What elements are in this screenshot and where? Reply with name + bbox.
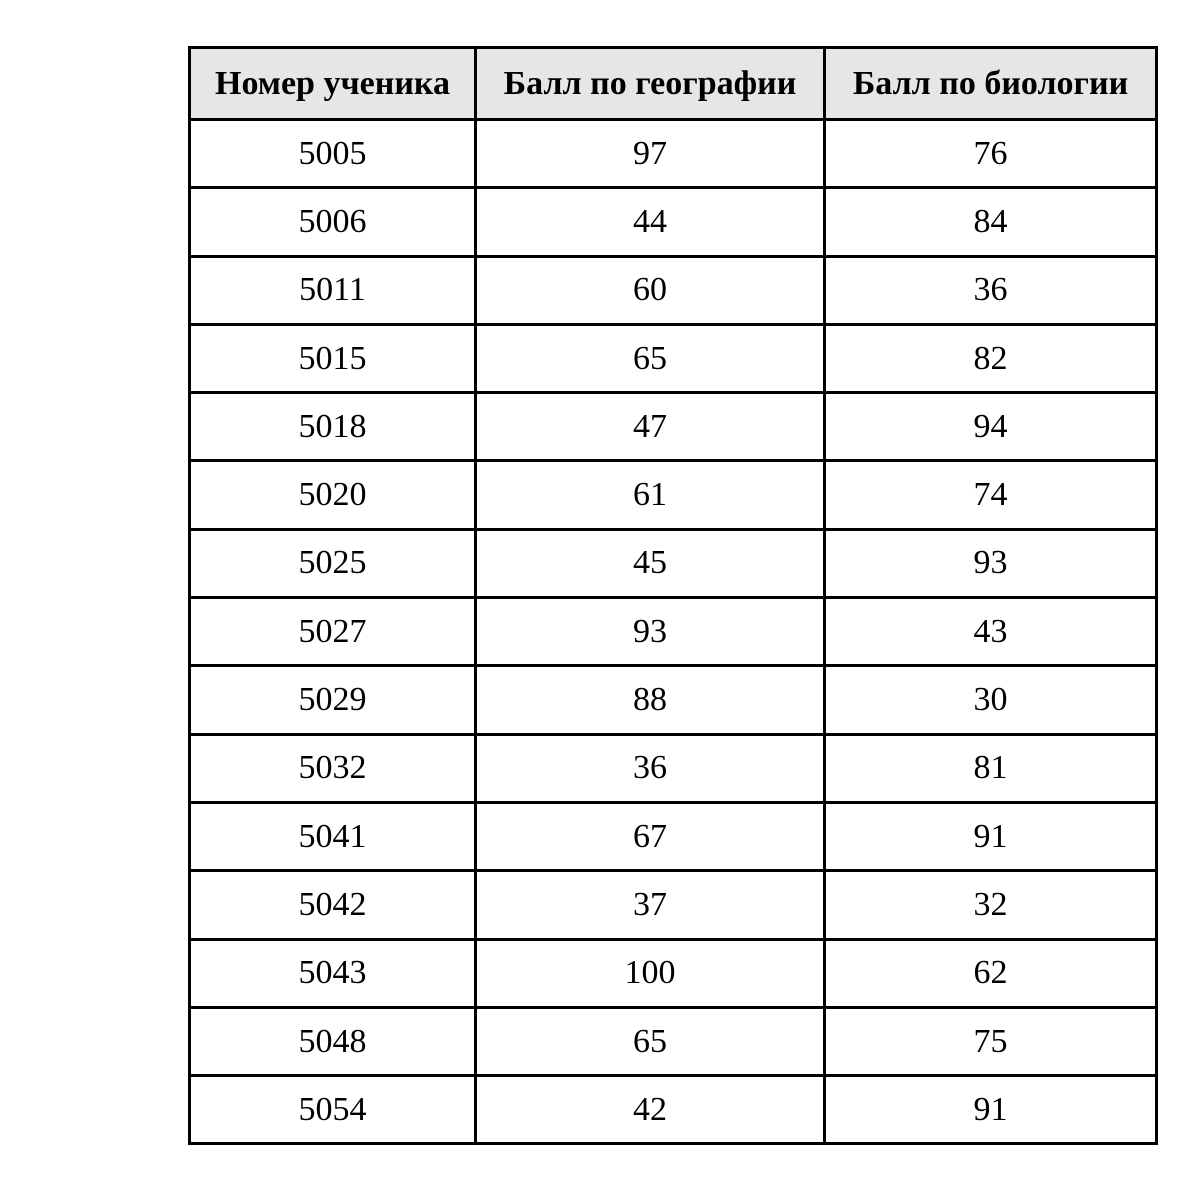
table-row <box>190 529 1157 597</box>
cell-biology-score: 91 <box>825 1076 1157 1144</box>
table-body <box>190 120 1157 1144</box>
table-row <box>190 256 1157 324</box>
cell-geography-score: 65 <box>476 324 825 392</box>
cell-biology-score: 76 <box>825 120 1157 188</box>
cell-biology-score: 93 <box>825 529 1157 597</box>
cell-geography-score: 97 <box>476 120 825 188</box>
cell-geography-score: 100 <box>476 939 825 1007</box>
table-row <box>190 1007 1157 1075</box>
cell-biology-score: 74 <box>825 461 1157 529</box>
cell-biology-score: 62 <box>825 939 1157 1007</box>
cell-geography-score: 67 <box>476 802 825 870</box>
cell-biology-score: 36 <box>825 256 1157 324</box>
cell-geography-score: 42 <box>476 1076 825 1144</box>
cell-student-number: 5029 <box>190 666 476 734</box>
cell-student-number: 5042 <box>190 871 476 939</box>
cell-biology-score: 30 <box>825 666 1157 734</box>
cell-biology-score: 82 <box>825 324 1157 392</box>
cell-biology-score: 94 <box>825 393 1157 461</box>
cell-student-number: 5032 <box>190 734 476 802</box>
cell-geography-score: 47 <box>476 393 825 461</box>
cell-student-number: 5043 <box>190 939 476 1007</box>
cell-student-number: 5005 <box>190 120 476 188</box>
table-row <box>190 393 1157 461</box>
cell-geography-score: 36 <box>476 734 825 802</box>
table-row <box>190 1076 1157 1144</box>
table-row <box>190 939 1157 1007</box>
table-row <box>190 598 1157 666</box>
cell-biology-score: 84 <box>825 188 1157 256</box>
header-student-number: Номер ученика <box>190 48 476 120</box>
cell-biology-score: 75 <box>825 1007 1157 1075</box>
table-row <box>190 734 1157 802</box>
cell-biology-score: 32 <box>825 871 1157 939</box>
header-biology-score: Балл по биологии <box>825 48 1157 120</box>
cell-geography-score: 61 <box>476 461 825 529</box>
table-header <box>190 48 1157 120</box>
cell-student-number: 5006 <box>190 188 476 256</box>
cell-biology-score: 91 <box>825 802 1157 870</box>
table-row <box>190 324 1157 392</box>
table-row <box>190 871 1157 939</box>
cell-geography-score: 44 <box>476 188 825 256</box>
cell-biology-score: 81 <box>825 734 1157 802</box>
table-row <box>190 666 1157 734</box>
cell-student-number: 5018 <box>190 393 476 461</box>
table-row <box>190 802 1157 870</box>
cell-geography-score: 60 <box>476 256 825 324</box>
cell-student-number: 5020 <box>190 461 476 529</box>
cell-geography-score: 65 <box>476 1007 825 1075</box>
cell-geography-score: 88 <box>476 666 825 734</box>
header-geography-score: Балл по географии <box>476 48 825 120</box>
cell-student-number: 5054 <box>190 1076 476 1144</box>
cell-student-number: 5025 <box>190 529 476 597</box>
cell-geography-score: 45 <box>476 529 825 597</box>
cell-student-number: 5015 <box>190 324 476 392</box>
scores-table <box>188 46 1158 1145</box>
cell-geography-score: 93 <box>476 598 825 666</box>
cell-student-number: 5027 <box>190 598 476 666</box>
header-row <box>190 48 1157 120</box>
cell-student-number: 5041 <box>190 802 476 870</box>
table-row <box>190 461 1157 529</box>
cell-geography-score: 37 <box>476 871 825 939</box>
table-row <box>190 188 1157 256</box>
cell-student-number: 5048 <box>190 1007 476 1075</box>
cell-biology-score: 43 <box>825 598 1157 666</box>
table-row <box>190 120 1157 188</box>
cell-student-number: 5011 <box>190 256 476 324</box>
